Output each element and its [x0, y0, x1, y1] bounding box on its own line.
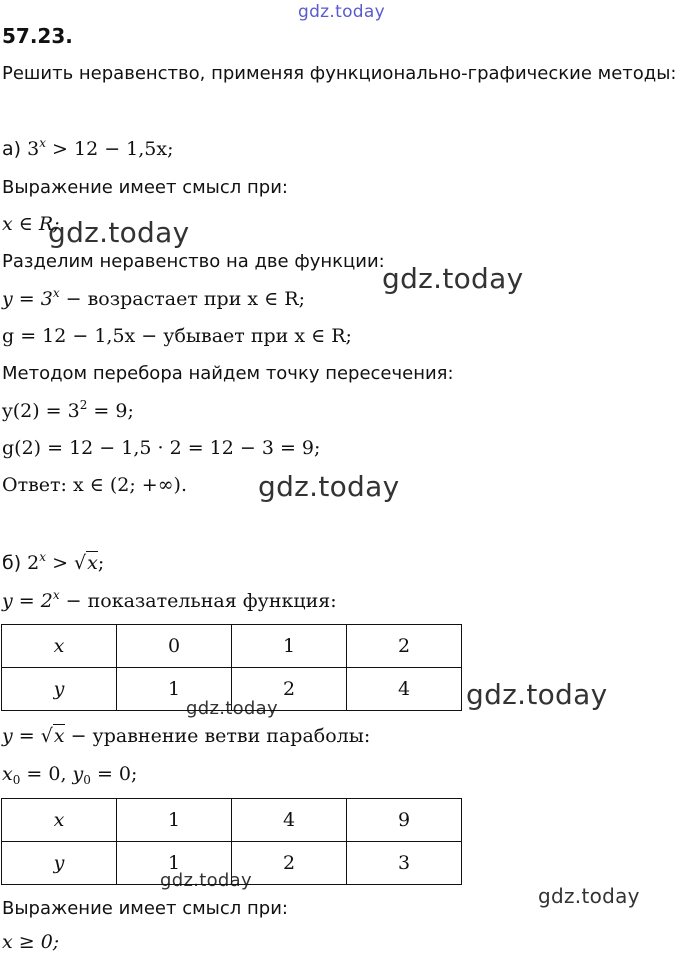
- part-b-exponential-function: $y = 2^x$ − показательная функция:: [2, 588, 337, 612]
- table-row: [2, 842, 462, 885]
- part-a-calc-g: g(2) = 12 − 1,5 · 2 = 12 − 3 = 9;: [2, 437, 321, 459]
- part-a-split-text: Разделим неравенство на две функции:: [2, 251, 385, 272]
- table-cell: 1: [117, 799, 232, 842]
- table-row: [2, 799, 462, 842]
- table-cell: y: [2, 842, 117, 885]
- table-cell: 2: [347, 625, 462, 668]
- task-statement: Решить неравенство, применяя функционально-графические методы:: [2, 63, 677, 84]
- table-cell: 0: [117, 625, 232, 668]
- part-a-inequality: а) $3^x > 12 - 1,5x$;: [2, 136, 174, 160]
- part-b-inequality: б) $2^x > √x$;: [2, 550, 105, 574]
- table-cell: 1: [117, 842, 232, 885]
- problem-number: 57.23.: [2, 24, 73, 48]
- part-b-domain-value: x ≥ 0;: [2, 931, 60, 953]
- table-cell: 4: [232, 799, 347, 842]
- table-cell: 1: [117, 668, 232, 711]
- watermark: gdz.today: [298, 2, 385, 22]
- watermark: gdz.today: [186, 698, 278, 719]
- part-a-domain-value: x ∈ R;: [2, 213, 60, 235]
- watermark: gdz.today: [258, 470, 400, 503]
- part-a-search-text: Методом перебора найдем точку пересечения:: [2, 363, 454, 384]
- watermark: gdz.today: [466, 678, 608, 711]
- values-table-root: [1, 798, 462, 885]
- table-cell: 1: [232, 625, 347, 668]
- table-cell: 2: [232, 842, 347, 885]
- table-cell: 9: [347, 799, 462, 842]
- watermark: gdz.today: [382, 262, 524, 295]
- table-cell: 3: [347, 842, 462, 885]
- part-a-function-y: $y = 3^x$ − возрастает при x ∈ R;: [2, 286, 305, 310]
- table-cell: x: [2, 799, 117, 842]
- part-b-root-function: y = √x − уравнение ветви параболы:: [2, 725, 371, 747]
- values-table-exponential: [1, 624, 462, 711]
- watermark: gdz.today: [538, 884, 640, 908]
- table-cell: 4: [347, 668, 462, 711]
- watermark: gdz.today: [160, 870, 252, 891]
- part-b-vertex: $x_0 = 0$, $y_0 = 0$;: [2, 763, 138, 787]
- part-a-answer: Ответ: x ∈ (2; +∞).: [2, 474, 187, 496]
- part-a-calc-y: $y(2) = 3^2 = 9$;: [2, 398, 134, 422]
- table-cell: x: [2, 625, 117, 668]
- table-row: [2, 668, 462, 711]
- part-b-domain-text: Выражение имеет смысл при:: [2, 898, 288, 919]
- table-cell: 2: [232, 668, 347, 711]
- part-a-domain-text: Выражение имеет смысл при:: [2, 177, 288, 198]
- watermark: gdz.today: [48, 216, 190, 249]
- table-cell: y: [2, 668, 117, 711]
- part-a-function-g: g = 12 − 1,5x − убывает при x ∈ R;: [2, 325, 352, 347]
- table-row: [2, 625, 462, 668]
